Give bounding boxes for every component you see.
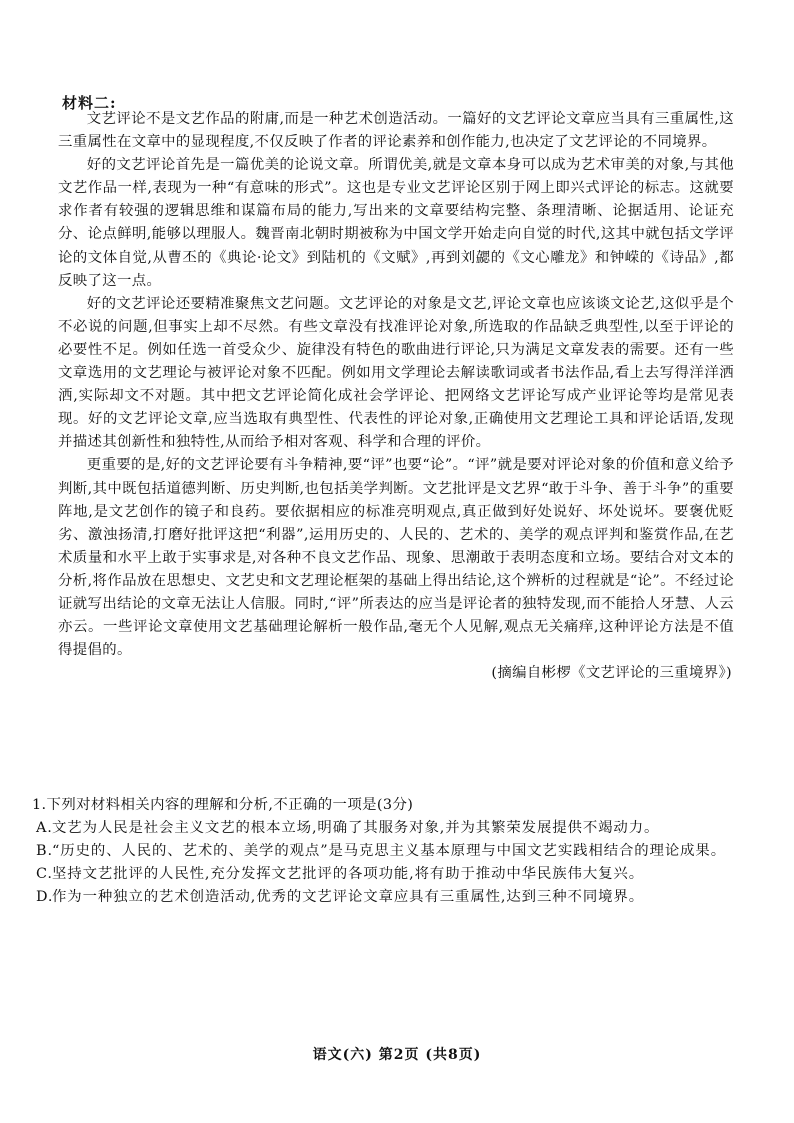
material-heading: 材料二: — [62, 94, 117, 112]
option-text: 作为一种独立的艺术创造活动,优秀的文艺评论文章应具有三重属性,达到三种不同境界。 — [52, 889, 644, 906]
option-text: “历史的、人民的、艺术的、美学的观点”是马克思主义基本原理与中国文艺实践相结合的理论成果。 — [52, 843, 727, 860]
option-letter: A. — [36, 820, 53, 837]
option-b — [36, 840, 734, 863]
option-text: 文艺为人民是社会主义文艺的根本立场,明确了其服务对象,并为其繁荣发展提供不竭动力。 — [52, 820, 660, 837]
paragraph: 文艺评论不是文艺作品的附庸,而是一种艺术创造活动。一篇好的文艺评论文章应当具有三重属性,这三重属性在文章中的显现程度,不仅反映了作者的评论素养和创作能力,也决定了文艺评论的不同境界。 — [58, 111, 734, 151]
option-a — [36, 817, 734, 840]
paragraph: 好的文艺评论还要精准聚焦文艺问题。文艺评论的对象是文艺,评论文章也应该谈文论艺,这似乎是个不必说的问题,但事实上却不尽然。有些文章没有找准评论对象,所选取的作品缺乏典型性,以至于评论的必要性不足。例如任选一首受众少、旋律没有特色的歌曲进行评论,只为满足文章发表的需要。还有一些文章选用的文艺理论与被评论对象不匹配。例如用文学理论去解读歌词或者书法作品,看上去写得洋洋洒洒,实际却文不对题。其中把文艺评论简化成社会学评论、把网络文艺评论写成产业评论等均是常见表现。好的文艺评论文章,应当选取有典型性、代表性的评论对象,正确使用文艺理论工具和评论话语,发现并描述其创新性和独特性,从而给予相对客观、科学和合理的评价。 — [58, 295, 734, 451]
option-text: 坚持文艺批评的人民性,充分发挥文艺批评的各项功能,将有助于推动中华民族伟大复兴。 — [52, 866, 644, 883]
option-letter: B. — [36, 843, 53, 860]
question-stem: 1.下列对材料相关内容的理解和分析,不正确的一项是(3分) — [32, 797, 414, 813]
question-1 — [32, 794, 734, 909]
option-letter: D. — [36, 889, 54, 906]
paragraph: 好的文艺评论首先是一篇优美的论说文章。所谓优美,就是文章本身可以成为艺术审美的对象,与其他文艺作品一样,表现为一种“有意味的形式”。这也是专业文艺评论区别于网上即兴式评论的标志。这就要求作者有较强的逻辑思维和谋篇布局的能力,写出来的文章要结构完整、条理清晰、论据适用、论证充分、论点鲜明,能够以理服人。魏晋南北朝时期被称为中国文学开始走向自觉的时代,这其中就包括文学评论的文体自觉,从曹丕的《典论·论文》到陆机的《文赋》,再到刘勰的《文心雕龙》和钟嵘的《诗品》,都反映了这一点。 — [58, 157, 734, 289]
page-footer: 语文(六) 第2页 (共8页) — [312, 1047, 482, 1063]
material-body — [58, 108, 734, 685]
paragraph: 更重要的是,好的文艺评论要有斗争精神,要“评”也要“论”。“评”就是要对评论对象的价值和意义给予判断,其中既包括道德判断、历史判断,也包括美学判断。文艺批评是文艺界“敢于斗争、善于斗争”的重要阵地,是文艺创作的镜子和良药。要依据相应的标准亮明观点,真正做到好处说好、坏处说坏。要褒优贬劣、激浊扬清,打磨好批评这把“利器”,运用历史的、人民的、艺术的、美学的观点评判和鉴赏作品,在艺术质量和水平上敢于实事求是,对各种不良文艺作品、现象、思潮敢于表明态度和立场。要结合对文本的分析,将作品放在思想史、文艺史和文艺理论框架的基础上得出结论,这个辨析的过程就是“论”。不经过论证就写出结论的文章无法让人信服。同时,“评”所表达的应当是评论者的独特发现,而不能拾人牙慧、人云亦云。一些评论文章使用文艺基础理论解析一般作品,毫无个人见解,观点无关痛痒,这种评论方法是不值得提倡的。 — [58, 457, 734, 659]
option-d — [36, 886, 734, 909]
option-c — [36, 863, 734, 886]
option-letter: C. — [36, 866, 53, 883]
source-citation: (摘编自彬椤《文艺评论的三重境界》) — [491, 665, 732, 682]
